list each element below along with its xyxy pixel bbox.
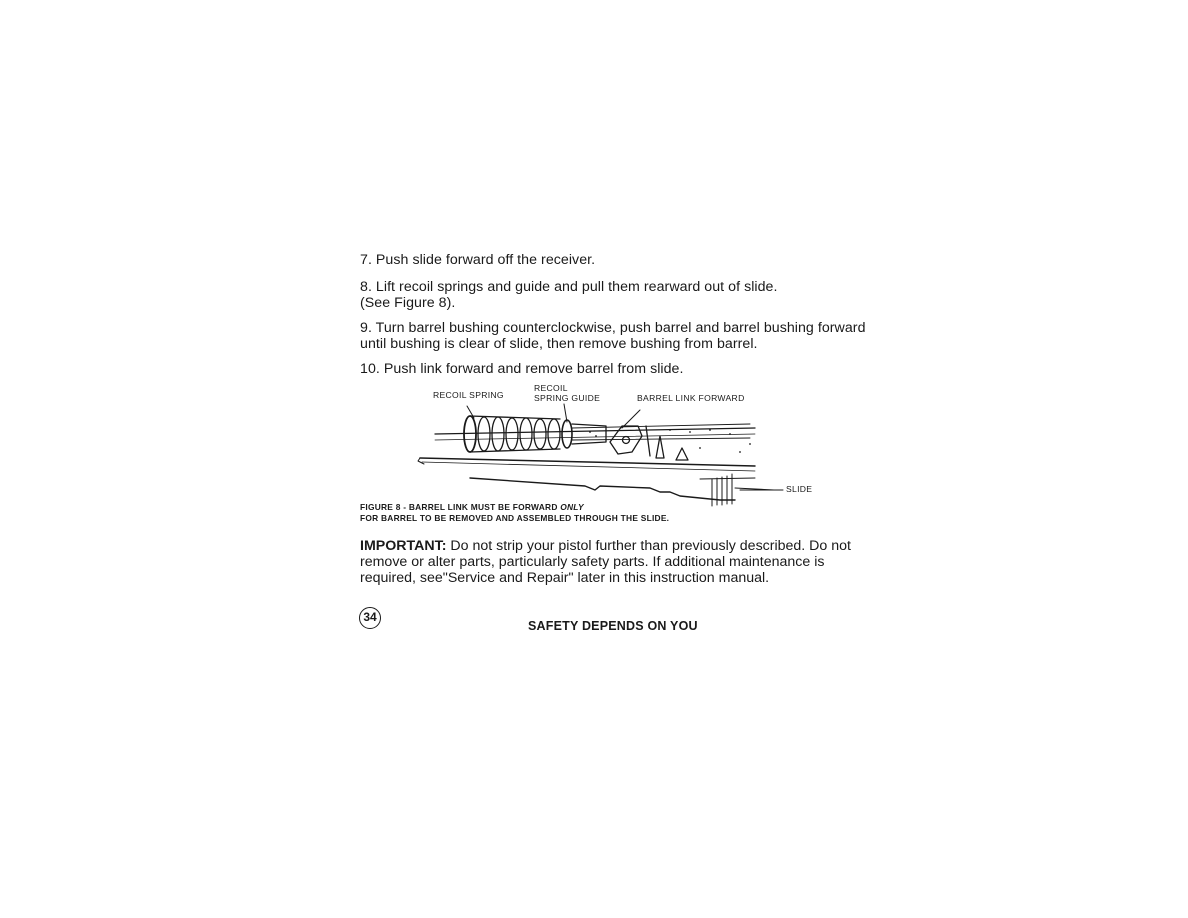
important-note bbox=[360, 538, 900, 586]
step-9 bbox=[360, 320, 900, 352]
important-line-1 bbox=[360, 538, 900, 554]
callout-recoil-spring: RECOIL SPRING bbox=[433, 390, 504, 400]
step-9-line-2: until bushing is clear of slide, then remove bushing from barrel. bbox=[360, 336, 758, 352]
step-8 bbox=[360, 279, 900, 311]
important-label: IMPORTANT: bbox=[360, 538, 447, 554]
callout-recoil-spring-guide bbox=[534, 383, 600, 403]
step-8-line-1: 8. Lift recoil springs and guide and pull them rearward out of slide. bbox=[360, 279, 778, 295]
step-8-line-2: (See Figure 8). bbox=[360, 295, 456, 311]
step-9-line-1: 9. Turn barrel bushing counterclockwise, push barrel and barrel bushing forward bbox=[360, 320, 866, 336]
figure-caption bbox=[360, 502, 669, 524]
callout-recoil-spring-guide-line-1: RECOIL bbox=[534, 383, 568, 393]
page-footer: SAFETY DEPENDS ON YOU bbox=[528, 619, 698, 633]
figure-caption-line-1 bbox=[360, 502, 669, 513]
important-line-1-text: Do not strip your pistol further than previously described. Do not bbox=[446, 538, 851, 554]
callout-barrel-link-forward: BARREL LINK FORWARD bbox=[637, 393, 745, 403]
step-7-line-1: 7. Push slide forward off the receiver. bbox=[360, 252, 596, 268]
figure-caption-line-2: FOR BARREL TO BE REMOVED AND ASSEMBLED THROUGH THE SLIDE. bbox=[360, 513, 670, 523]
important-line-3: required, see"Service and Repair" later in this instruction manual. bbox=[360, 570, 770, 586]
figure-caption-emphasis: ONLY bbox=[560, 502, 584, 512]
step-10 bbox=[360, 361, 900, 377]
important-line-2: remove or alter parts, particularly safety parts. If additional maintenance is bbox=[360, 554, 825, 570]
callout-slide: SLIDE bbox=[786, 484, 813, 494]
step-7 bbox=[360, 252, 900, 268]
step-10-line-1: 10. Push link forward and remove barrel from slide. bbox=[360, 361, 684, 377]
page-number-badge: 34 bbox=[359, 607, 381, 629]
figure-caption-prefix: FIGURE 8 - BARREL LINK MUST BE FORWARD bbox=[360, 502, 561, 512]
callout-recoil-spring-guide-line-2: SPRING GUIDE bbox=[534, 393, 601, 403]
